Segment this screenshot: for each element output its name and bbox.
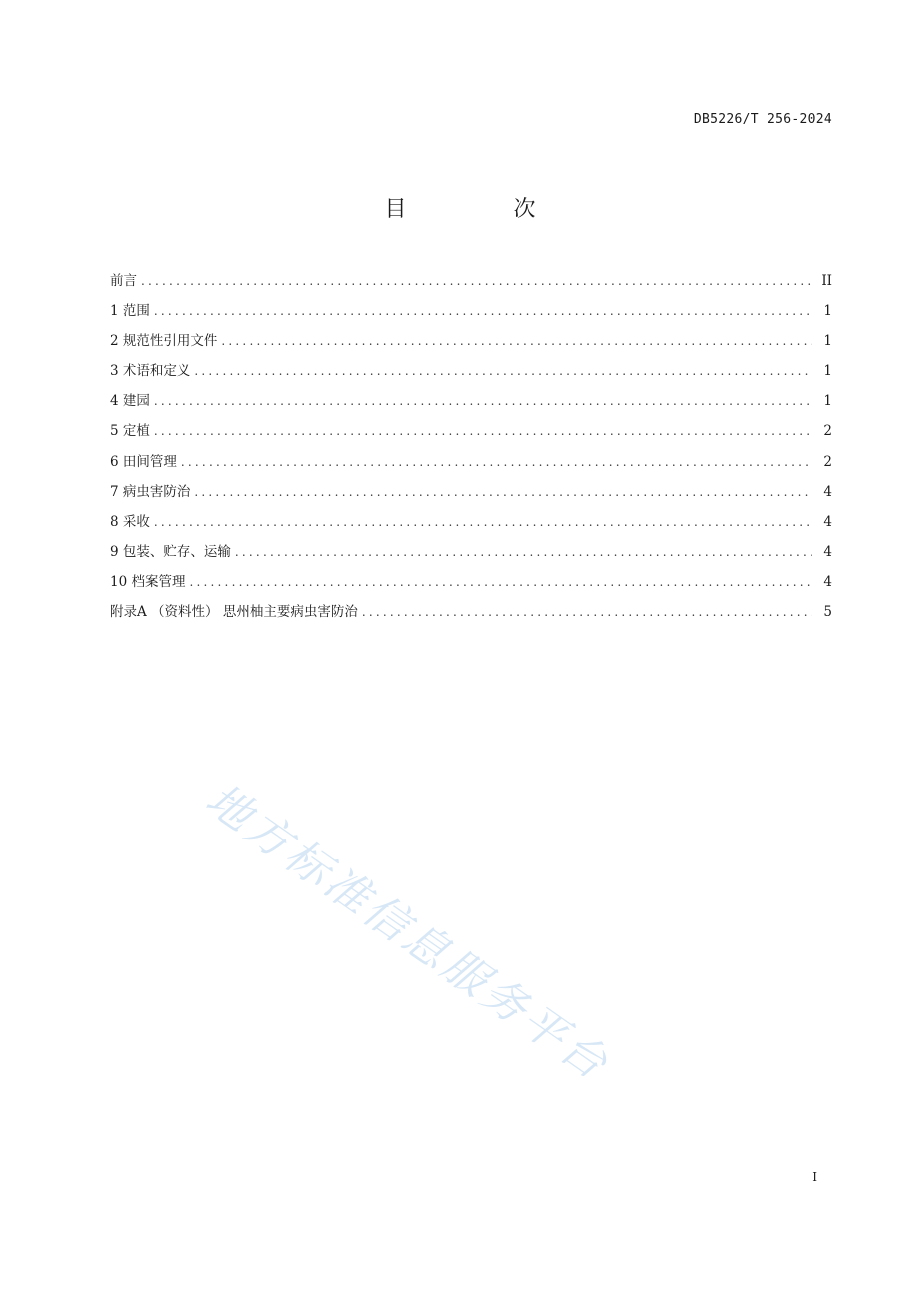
toc-entry-page: 4: [823, 543, 832, 560]
toc-leader-dots: [235, 537, 812, 567]
toc-entry-page: 4: [823, 573, 832, 590]
toc-entry-planting[interactable]: [110, 416, 832, 446]
toc-entry-orchard-establishment[interactable]: [110, 386, 832, 416]
toc-entry-page: 1: [823, 393, 832, 410]
toc-leader-dots: [362, 597, 812, 627]
toc-entry-label: 8 采收: [110, 513, 150, 530]
page-title: 目 次: [384, 197, 586, 222]
toc-entry-page: 1: [823, 333, 832, 350]
toc-entry-page: 2: [823, 453, 832, 470]
toc-entry-harvesting[interactable]: [110, 507, 832, 537]
toc-entry-page: 1: [823, 363, 832, 380]
toc-leader-dots: [194, 477, 812, 507]
toc-entry-page: 2: [823, 423, 832, 440]
toc-entry-page: 5: [823, 604, 832, 621]
toc-entry-normative-references[interactable]: [110, 326, 832, 356]
toc-leader-dots: [181, 447, 812, 477]
toc-entry-foreword[interactable]: [110, 266, 832, 296]
toc-entry-label: 2 规范性引用文件: [110, 333, 218, 350]
toc-entry-label: 附录A （资料性） 思州柚主要病虫害防治: [110, 604, 358, 621]
toc-leader-dots: [189, 567, 812, 597]
toc-entry-label: 1 范围: [110, 303, 150, 320]
toc-entry-label: 10 档案管理: [110, 573, 186, 590]
toc-leader-dots: [221, 326, 812, 356]
toc-leader-dots: [154, 507, 812, 537]
toc-entry-page: 4: [823, 513, 832, 530]
toc-entry-label: 前言: [110, 273, 137, 289]
toc-entry-scope[interactable]: [110, 296, 832, 326]
toc-entry-page: 1: [823, 303, 832, 320]
table-of-contents: [110, 266, 832, 627]
toc-entry-packaging-storage-transport[interactable]: [110, 537, 832, 567]
toc-entry-field-management[interactable]: [110, 447, 832, 477]
page-number: I: [812, 1170, 817, 1184]
toc-entry-label: 7 病虫害防治: [110, 483, 191, 500]
toc-entry-label: 4 建园: [110, 393, 150, 410]
toc-entry-label: 9 包装、贮存、运输: [110, 543, 231, 560]
document-code: DB5226/T 256-2024: [693, 112, 832, 127]
toc-entry-appendix-a[interactable]: [110, 597, 832, 627]
toc-entry-label: 5 定植: [110, 423, 150, 440]
toc-entry-label: 3 术语和定义: [110, 363, 191, 380]
toc-leader-dots: [154, 386, 812, 416]
toc-entry-terms-definitions[interactable]: [110, 356, 832, 386]
toc-entry-records-management[interactable]: [110, 567, 832, 597]
toc-leader-dots: [194, 356, 812, 386]
toc-leader-dots: [154, 416, 812, 446]
watermark: 地方标准信息服务平台: [196, 774, 619, 1092]
toc-entry-pest-control[interactable]: [110, 477, 832, 507]
toc-leader-dots: [141, 266, 812, 296]
toc-entry-page: 4: [823, 483, 832, 500]
toc-entry-label: 6 田间管理: [110, 453, 177, 470]
toc-entry-page: II: [821, 273, 832, 289]
toc-leader-dots: [154, 296, 812, 326]
